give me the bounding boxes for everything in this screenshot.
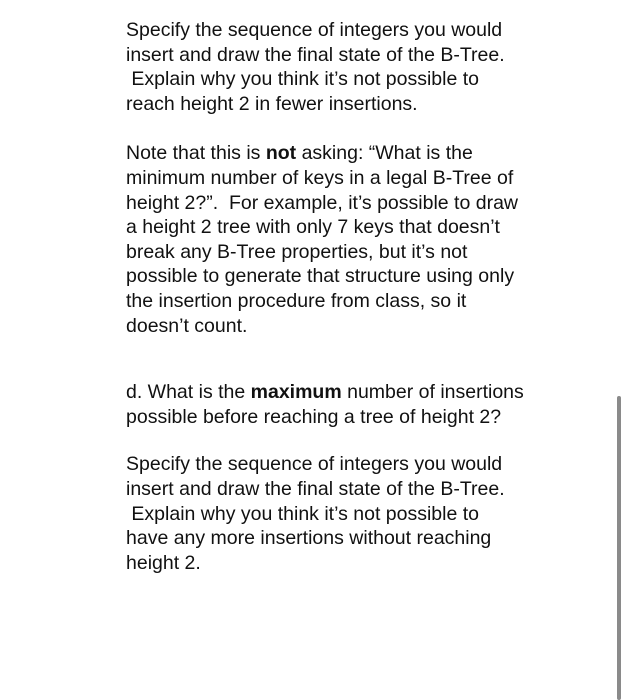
vertical-scrollbar[interactable] [617,396,621,700]
text-run: Note that this is [126,142,266,165]
emphasis-maximum: maximum [250,381,342,404]
paragraph-spacer [126,429,596,452]
text-line: insert and draw the final state of the B-Tree. [126,43,505,66]
text-line: doesn’t count. [126,314,248,337]
text-line: the insertion procedure from class, so it [126,289,467,312]
text-line: Specify the sequence of integers you would [126,19,503,41]
text-line: have any more insertions without reaching [126,527,492,550]
text-line: Explain why you think it’s not possible to [126,502,479,525]
text-line: a height 2 tree with only 7 keys that doesn’t [126,216,500,239]
text-line: reach height 2 in fewer insertions. [126,92,418,115]
text-line [126,141,596,166]
document-body [126,18,596,575]
text-line: height 2. [126,551,201,574]
paragraph-spacer [126,338,596,380]
question-d [126,380,596,429]
text-line: possible to generate that structure using only [126,265,515,288]
text-run: asking: “What is the [296,142,473,165]
text-line: possible before reaching a tree of height 2? [126,405,502,428]
text-line: Specify the sequence of integers you would [126,453,503,476]
note-paragraph [126,141,596,338]
instructions-paragraph-1 [126,18,596,116]
text-line: insert and draw the final state of the B-Tree. [126,477,505,500]
instructions-paragraph-3 [126,452,596,575]
text-line: Explain why you think it’s not possible to [126,68,479,91]
text-line [126,380,596,405]
text-line: minimum number of keys in a legal B-Tree of [126,166,514,189]
emphasis-not: not [265,142,297,165]
text-line: height 2?”. For example, it’s possible to draw [126,191,518,214]
text-line: break any B-Tree properties, but it’s not [126,240,468,263]
text-run: number of insertions [341,381,524,404]
text-run: d. What is the [126,381,251,404]
paragraph-spacer [126,116,596,141]
